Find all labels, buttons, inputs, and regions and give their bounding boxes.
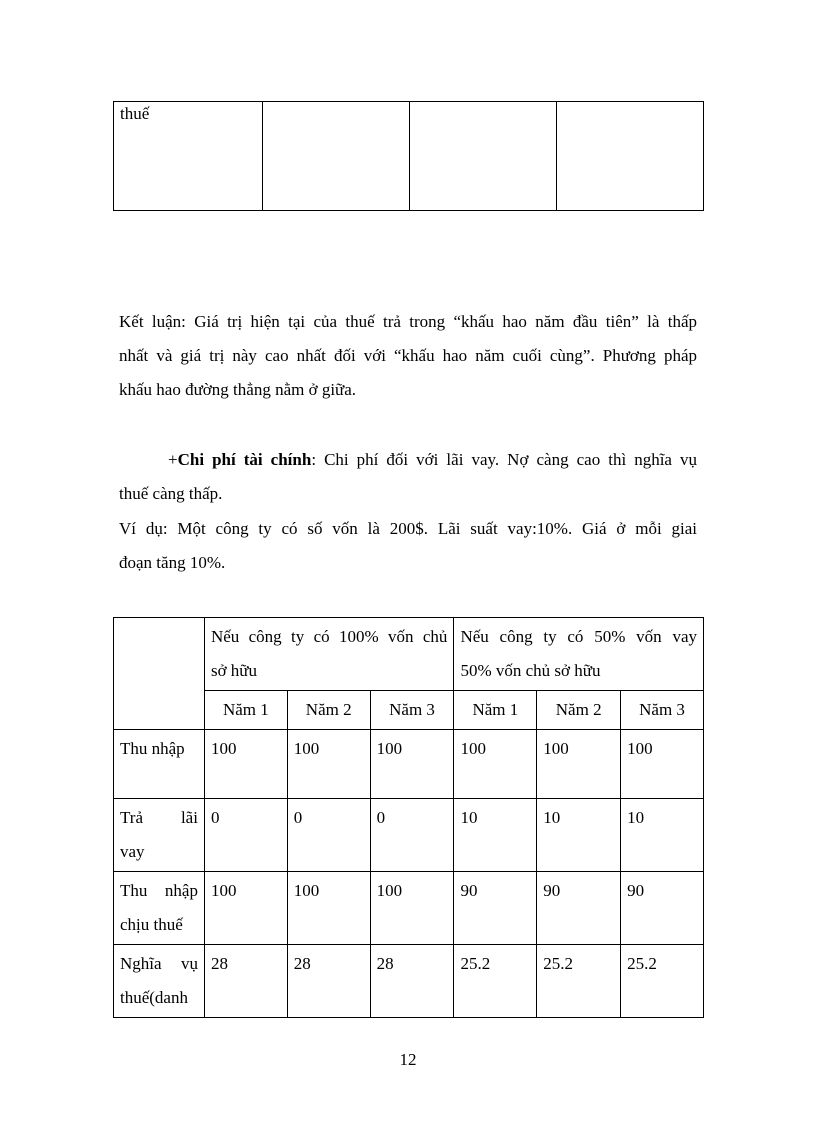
table-cell: 28 — [204, 945, 287, 1018]
label-line: Thu nhập — [120, 739, 185, 758]
table-cell: 100 — [204, 872, 287, 945]
table-cell: 10 — [621, 799, 704, 872]
table-cell: thuế — [114, 102, 263, 211]
row-label-tax-obligation — [114, 945, 205, 1018]
table-cell: 100 — [454, 730, 537, 799]
text-line: Kết luận: Giá trị hiện tại của thuế trả trong “khấu hao năm đầu tiên” là thấp — [119, 312, 697, 331]
table-cell: 0 — [204, 799, 287, 872]
page-number: 12 — [399, 1050, 417, 1069]
year-header: Năm 1 — [454, 691, 537, 730]
text-line: thuế càng thấp. — [119, 484, 223, 503]
table-row — [114, 872, 704, 945]
label-line: Trả lãi — [120, 808, 198, 827]
table-cell: 25.2 — [621, 945, 704, 1018]
text-line: nhất và giá trị này cao nhất đối với “khấu hao năm cuối cùng”. Phương pháp — [119, 346, 697, 365]
table-row — [114, 730, 704, 799]
group-header-equity — [204, 618, 453, 691]
year-header: Năm 3 — [621, 691, 704, 730]
label-line: thuế(danh — [120, 988, 188, 1007]
empty-corner-cell — [114, 618, 205, 730]
bullet-prefix: + — [168, 450, 178, 469]
group-header-debt — [454, 618, 704, 691]
year-header: Năm 2 — [537, 691, 621, 730]
table-cell: 100 — [370, 872, 454, 945]
label-line: Nghĩa vụ — [120, 954, 198, 973]
row-label-income — [114, 730, 205, 799]
example-paragraph — [119, 512, 697, 580]
table-cell: 90 — [621, 872, 704, 945]
table-cell: 0 — [287, 799, 370, 872]
table-cell: 100 — [204, 730, 287, 799]
header-line: sở hữu — [210, 661, 258, 680]
table-cell: 100 — [370, 730, 454, 799]
label-line: Thu nhập — [120, 881, 198, 900]
table-cell — [263, 102, 410, 211]
top-table-fragment — [113, 101, 704, 211]
year-header: Năm 1 — [204, 691, 287, 730]
row-label-interest — [114, 799, 205, 872]
table-cell: 90 — [454, 872, 537, 945]
table-cell — [410, 102, 557, 211]
header-line: 50% vốn chủ sở hữu — [460, 661, 601, 680]
table-cell: 28 — [370, 945, 454, 1018]
header-line: Nếu công ty có 50% vốn vay — [460, 627, 697, 646]
table-cell: 25.2 — [537, 945, 621, 1018]
financing-comparison-table — [113, 617, 704, 1018]
table-cell: 100 — [537, 730, 621, 799]
year-header: Năm 3 — [370, 691, 454, 730]
table-cell: 100 — [287, 872, 370, 945]
header-line: Nếu công ty có 100% vốn chủ — [210, 627, 448, 646]
financial-cost-definition: : Chi phí đối với lãi vay. Nợ càng cao thì nghĩa vụ — [311, 450, 698, 469]
conclusion-paragraph — [119, 305, 697, 407]
text-line: Ví dụ: Một công ty có số vốn là 200$. Lãi suất vay:10%. Giá ở mỗi giai — [119, 519, 697, 538]
table-cell: 10 — [537, 799, 621, 872]
table-cell: 0 — [370, 799, 454, 872]
financial-cost-term: Chi phí tài chính — [177, 450, 312, 469]
table-cell: 90 — [537, 872, 621, 945]
table-row — [114, 945, 704, 1018]
row-label-taxable-income — [114, 872, 205, 945]
label-line: chịu thuế — [120, 915, 183, 934]
table-row — [114, 799, 704, 872]
table-cell: 25.2 — [454, 945, 537, 1018]
financial-cost-paragraph — [119, 443, 697, 511]
text-line — [119, 443, 697, 477]
table-cell — [557, 102, 704, 211]
year-header: Năm 2 — [287, 691, 370, 730]
table-row — [114, 102, 704, 211]
text-line: đoạn tăng 10%. — [119, 553, 226, 572]
text-line: khấu hao đường thẳng nằm ở giữa. — [119, 380, 357, 399]
table-cell: 10 — [454, 799, 537, 872]
table-row — [114, 618, 704, 691]
label-line: vay — [120, 842, 145, 861]
table-cell: 100 — [621, 730, 704, 799]
table-cell: 28 — [287, 945, 370, 1018]
table-cell: 100 — [287, 730, 370, 799]
